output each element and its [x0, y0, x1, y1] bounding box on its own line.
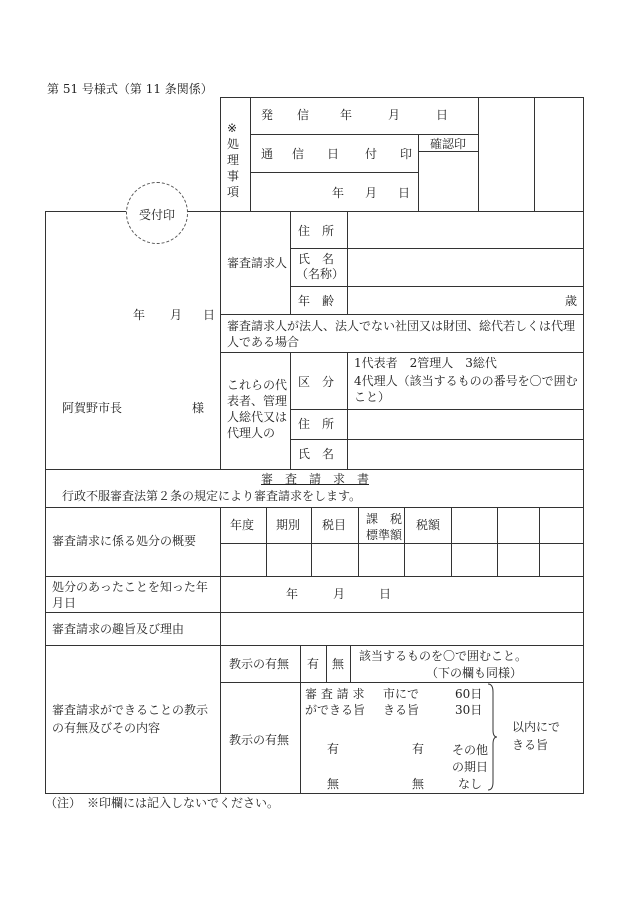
city-can-no: 無 — [412, 777, 425, 791]
corporate-note: 審査請求人が法人、法人でない社団又は財団、総代若しくは代理人である場合 — [227, 319, 576, 349]
rep-class-options-2: 4代理人（該当するものの番号を〇で囲むこと） — [354, 374, 578, 404]
known-day: 日 — [379, 587, 392, 601]
footer-note: （注） ※印欄には記入しないでください。 — [45, 796, 280, 810]
left-month: 月 — [170, 308, 183, 322]
known-year: 年 — [286, 587, 299, 601]
requester-name-sub: （名称） — [296, 267, 345, 281]
age-unit: 歳 — [565, 294, 578, 308]
requester-age-label: 年 齢 — [298, 294, 335, 308]
honorific: 様 — [192, 401, 205, 415]
known-month: 月 — [333, 587, 346, 601]
reason-label: 審査請求の趣旨及び理由 — [52, 622, 185, 636]
representative-label: これらの代表者、管理人総代又は代理人の — [227, 378, 288, 440]
comm-label-1: 通 — [261, 147, 274, 161]
instruction-label: 審査請求ができることの教示の有無及びその内容 — [52, 703, 209, 735]
left-year: 年 — [133, 308, 146, 322]
col-period: 期別 — [276, 518, 301, 532]
can-request-head: 審 査 請 求 ができる旨 — [305, 687, 366, 717]
instruction-no: 無 — [332, 657, 345, 671]
send-month: 月 — [388, 108, 401, 122]
col-tax-base: 課 税 標準額 — [366, 512, 403, 542]
send-day: 日 — [436, 108, 449, 122]
col-year: 年度 — [230, 518, 255, 532]
rep-class-label: 区 分 — [298, 375, 335, 389]
city-can-head: 市にで きる旨 — [383, 687, 420, 717]
processing-label: ※ 処 理 事 項 — [227, 121, 240, 199]
known-date-label: 処分のあったことを知った年月日 — [52, 580, 208, 610]
disposition-label: 審査請求に係る処分の概要 — [52, 534, 197, 548]
addressee: 阿賀野市長 — [62, 401, 123, 415]
instruction-presence: 教示の有無 — [229, 657, 290, 671]
send-year: 年 — [340, 108, 353, 122]
col-tax-item: 税目 — [322, 518, 347, 532]
proc-day: 日 — [398, 186, 411, 200]
requester-address-label: 住 所 — [298, 224, 335, 238]
intro-text: 行政不服審査法第２条の規定により審査請求をします。 — [62, 489, 362, 503]
circle-note-2: （下の欄も同様） — [426, 666, 523, 680]
right-brace-icon — [487, 682, 497, 792]
send-label-1: 発 — [261, 108, 274, 122]
instruction-yes: 有 — [307, 657, 320, 671]
rep-class-options-1: 1代表者 2管理人 3総代 — [354, 356, 497, 370]
reception-seal — [126, 182, 188, 244]
other-date: その他 の期日 — [452, 743, 489, 774]
none-label: なし — [458, 777, 483, 791]
comm-label-5: 印 — [400, 147, 413, 161]
city-can-yes: 有 — [412, 742, 425, 756]
within-days-label: 以内にで きる旨 — [512, 720, 561, 752]
proc-month: 月 — [365, 186, 378, 200]
requester-label: 審査請求人 — [227, 256, 288, 270]
comm-label-3: 日 — [327, 147, 340, 161]
rep-address-label: 住 所 — [298, 417, 335, 431]
can-request-no: 無 — [327, 777, 340, 791]
rep-name-label: 氏 名 — [298, 447, 335, 461]
confirm-seal-label: 確認印 — [430, 137, 467, 151]
comm-label-4: 付 — [365, 147, 378, 161]
circle-note: 該当するものを〇で囲むこと。 — [359, 649, 528, 663]
form-number: 第 51 号様式（第 11 条関係） — [47, 82, 213, 96]
col-tax-amount: 税額 — [416, 518, 441, 532]
requester-name-label: 氏 名 — [298, 252, 335, 266]
form-title: 審 査 請 求 書 — [260, 472, 369, 486]
send-label-2: 信 — [297, 108, 310, 122]
instruction-presence-2: 教示の有無 — [229, 733, 290, 747]
proc-year: 年 — [332, 186, 345, 200]
days-head: 60日 30日 — [455, 687, 483, 717]
left-day: 日 — [203, 308, 216, 322]
reception-seal-label: 受付印 — [138, 208, 175, 222]
comm-label-2: 信 — [292, 147, 305, 161]
can-request-yes: 有 — [327, 742, 340, 756]
